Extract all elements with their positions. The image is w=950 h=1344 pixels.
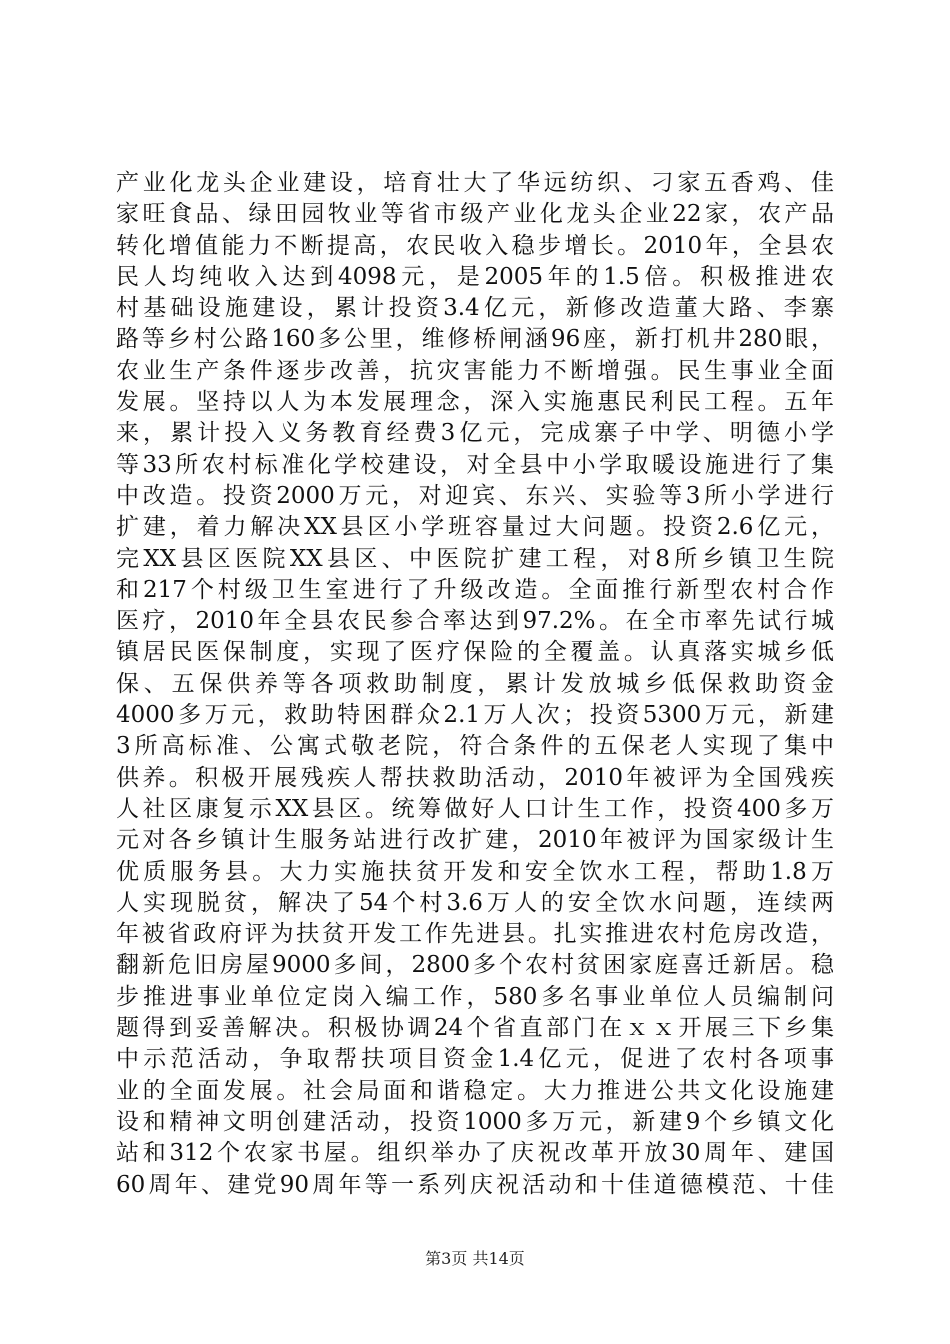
- text-line: 发展。坚持以人为本发展理念，深入实施惠民利民工程。五年: [116, 389, 834, 416]
- text-line: 路等乡村公路160多公里，维修桥闸涵96座，新打机井280眼，: [116, 326, 834, 353]
- text-line: 完XX县区医院XX县区、中医院扩建工程，对8所乡镇卫生院: [116, 545, 834, 572]
- text-line: 和217个村级卫生室进行了升级改造。全面推行新型农村合作: [116, 576, 834, 603]
- text-line: 60周年、建党90周年等一系列庆祝活动和十佳道德模范、十佳: [116, 1171, 834, 1198]
- text-line: 村基础设施建设，累计投资3.4亿元，新修改造董大路、李寨: [116, 295, 834, 322]
- text-line: 人社区康复示XX县区。统筹做好人口计生工作，投资400多万: [116, 795, 834, 822]
- text-line: 家旺食品、绿田园牧业等省市级产业化龙头企业22家，农产品: [116, 201, 834, 228]
- text-line: 人实现脱贫，解决了54个村3.6万人的安全饮水问题，连续两: [116, 889, 834, 916]
- text-line: 3所高标准、公寓式敬老院，符合条件的五保老人实现了集中: [116, 733, 834, 760]
- text-line: 医疗，2010年全县农民参合率达到97.2%。在全市率先试行城: [116, 608, 834, 635]
- text-line: 等33所农村标准化学校建设，对全县中小学取暖设施进行了集: [116, 451, 834, 478]
- text-line: 4000多万元，救助特困群众2.1万人次；投资5300万元，新建: [116, 702, 834, 729]
- text-line: 保、五保供养等各项救助制度，累计发放城乡低保救助资金: [116, 670, 834, 697]
- text-line: 来，累计投入义务教育经费3亿元，完成寨子中学、明德小学: [116, 420, 834, 447]
- text-line: 镇居民医保制度，实现了医疗保险的全覆盖。认真落实城乡低: [116, 639, 834, 666]
- text-line: 翻新危旧房屋9000多间，2800多个农村贫困家庭喜迁新居。稳: [116, 952, 834, 979]
- text-line: 题得到妥善解决。积极协调24个省直部门在ｘｘ开展三下乡集: [116, 1015, 834, 1042]
- text-line: 业的全面发展。社会局面和谐稳定。大力推进公共文化设施建: [116, 1077, 834, 1104]
- page-footer: 第3页 共14页: [425, 1249, 525, 1268]
- text-line: 站和312个农家书屋。组织举办了庆祝改革开放30周年、建国: [116, 1140, 834, 1167]
- text-line: 优质服务县。大力实施扶贫开发和安全饮水工程，帮助1.8万: [116, 858, 834, 885]
- text-line: 年被省政府评为扶贫开发工作先进县。扎实推进农村危房改造，: [116, 921, 834, 948]
- text-line: 供养。积极开展残疾人帮扶救助活动，2010年被评为全国残疾: [116, 764, 834, 791]
- text-line: 中改造。投资2000万元，对迎宾、东兴、实验等3所小学进行: [116, 482, 834, 509]
- text-line: 步推进事业单位定岗入编工作，580多名事业单位人员编制问: [116, 983, 834, 1010]
- text-line: 中示范活动，争取帮扶项目资金1.4亿元，促进了农村各项事: [116, 1046, 834, 1073]
- text-line: 民人均纯收入达到4098元，是2005年的1.5倍。积极推进农: [116, 263, 834, 290]
- body-text: [116, 168, 834, 1201]
- text-line: 农业生产条件逐步改善，抗灾害能力不断增强。民生事业全面: [116, 357, 834, 384]
- text-line: 转化增值能力不断提高，农民收入稳步增长。2010年，全县农: [116, 232, 834, 259]
- text-line: 元对各乡镇计生服务站进行改扩建，2010年被评为国家级计生: [116, 827, 834, 854]
- text-line: 扩建，着力解决XX县区小学班容量过大问题。投资2.6亿元，: [116, 514, 834, 541]
- text-line: 产业化龙头企业建设，培育壮大了华远纺织、刁家五香鸡、佳: [116, 170, 834, 196]
- text-line: 设和精神文明创建活动，投资1000多万元，新建9个乡镇文化: [116, 1108, 834, 1135]
